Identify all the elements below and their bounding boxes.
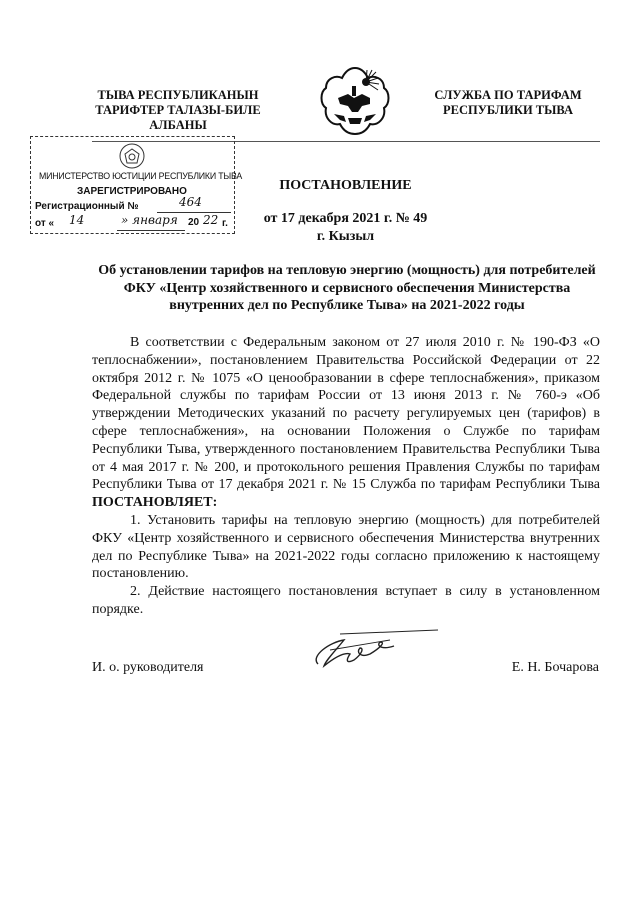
document-date-number: от 17 декабря 2021 г. № 49	[263, 211, 428, 226]
stamp-year-suffix: 22	[203, 213, 219, 227]
coat-of-arms-emblem	[318, 64, 392, 138]
stamp-year-prefix: 20	[188, 217, 200, 228]
preamble-paragraph	[92, 334, 600, 512]
signer-name: Е. Н. Бочарова	[511, 660, 599, 675]
document-title: Об установлении тарифов на тепловую энергию (мощность) для потребителей ФКУ «Центр хозяйственного и сервисного обеспечения Министерства внутренних дел по Республике Тыва» на 2021-2022 годы	[98, 263, 596, 313]
document-type: ПОСТАНОВЛЕНИЕ	[279, 178, 412, 193]
header-right-line: СЛУЖБА ПО ТАРИФАМ	[434, 88, 582, 102]
header-left-line: АЛБАНЫ	[149, 118, 207, 132]
preamble-text: В соответствии с Федеральным законом от 27 июля 2010 г. № 190-ФЗ «О теплоснабжении», постановлением Правительства Российской Федерации от 22 октября 2012 г. № 1075 «О ценообразовании в сфере теплоснабжения», приказом Федеральной службы по тарифам России от 13 июня 2013 г. № 760-э «Об утверждении Методических указаний по расчету регулируемых цен (тарифов) в сфере теплоснабжения», на основании Положения о Службе по тарифам Республики Тыва, утвержденного постановлением Правительства Республики Тыва от 4 мая 2017 г. № 200, и протокольного решения Правления Службы по тарифам Республики Тыва от 17 декабря 2021 г. № 15 Служба по тарифам Республики Тыва	[92, 335, 600, 493]
header-right-org	[418, 88, 598, 118]
stamp-from-label: от «	[35, 218, 55, 229]
header-left-org	[78, 88, 278, 133]
document-body	[92, 334, 600, 619]
signer-position: И. о. руководителя	[92, 660, 204, 675]
stamp-registered-text: ЗАРЕГИСТРИРОВАНО	[77, 186, 187, 197]
item-1-paragraph: 1. Установить тарифы на тепловую энергию (мощность) для потребителей ФКУ «Центр хозяйственного и сервисного обеспечения Министерства внутренних дел по Республике Тыва» на 2021-2022 годы согласно приложению к настоящему постановлению.	[92, 512, 600, 582]
item-2-paragraph: 2. Действие настоящего постановления вступает в силу в установленном порядке.	[92, 584, 600, 617]
stamp-emblem-icon	[117, 141, 147, 171]
header-right-line: РЕСПУБЛИКИ ТЫВА	[443, 103, 573, 117]
stamp-month-value: » января	[121, 213, 178, 227]
decree-word: ПОСТАНОВЛЯЕТ:	[92, 495, 218, 511]
stamp-ministry-text: МИНИСТЕРСТВО ЮСТИЦИИ РЕСПУБЛИКИ ТЫВА	[39, 171, 242, 181]
stamp-day-value: 14	[69, 213, 85, 227]
document-place: г. Кызыл	[316, 229, 375, 244]
stamp-regno-value: 464	[179, 195, 202, 209]
stamp-regno-label: Регистрационный №	[35, 201, 139, 212]
header-left-line: ТАРИФТЕР ТАЛАЗЫ-БИЛЕ	[95, 103, 261, 117]
header-left-line: ТЫВА РЕСПУБЛИКАНЫН	[97, 88, 259, 102]
stamp-year-g: г.	[222, 218, 228, 229]
handwritten-signature	[300, 620, 440, 680]
